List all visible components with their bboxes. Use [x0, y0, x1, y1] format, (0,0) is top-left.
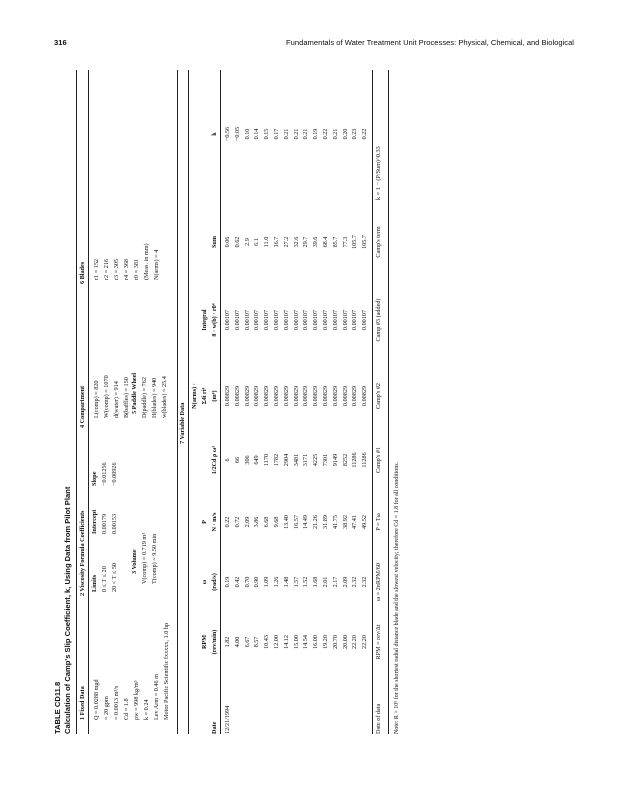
table-cell: 0.21	[292, 128, 300, 140]
table-cell: 0.00829	[292, 385, 300, 407]
table-cell: 12.00	[273, 635, 280, 649]
table-cell: 0.00829	[322, 385, 329, 407]
table-cell: 0.19	[224, 576, 231, 588]
table-cell: 66	[233, 456, 241, 464]
viscosity-cell: −0.00926	[111, 462, 118, 486]
paddle-line: w(blades) = 25.4	[161, 376, 168, 418]
paddle-line: D(paddle) = 762	[141, 377, 148, 418]
table-cell: 1.52	[302, 576, 310, 588]
table-cell: 10.43	[263, 635, 271, 649]
footer-cell: Camp #3 (added)	[375, 298, 382, 342]
table-cell: 22.20	[361, 635, 369, 649]
table-cell: 0.00829	[253, 385, 261, 407]
table-cell: −0.56	[224, 126, 231, 142]
column-header-mid: Integral	[201, 309, 208, 331]
table-cell: 0.00107	[253, 309, 261, 331]
table-cell: 21.26	[312, 515, 320, 529]
table-cell: 0.00829	[263, 385, 271, 407]
table-cell: 2.01	[322, 576, 329, 588]
table-cell: 6.67	[243, 636, 251, 648]
footer-cell: Camp's #1	[375, 446, 382, 474]
column-header: Sum	[211, 235, 218, 249]
bottom-rule	[388, 70, 389, 734]
footer-cell: ω = 2πRPM/60	[375, 563, 382, 601]
table-cell: 11286	[361, 452, 369, 468]
fixed-data-line: ρw = 998 kg/m³	[133, 680, 140, 720]
table-cell: 649	[253, 455, 261, 465]
table-cell: 0.00107	[312, 309, 320, 331]
table-cell: 3171	[302, 453, 310, 467]
table-cell: 4225	[312, 453, 320, 467]
table-cell: 0.00107	[263, 309, 271, 331]
page-number: 316	[54, 38, 67, 47]
book-title: Fundamentals of Water Treatment Unit Processes: Physical, Chemical, and Biological	[286, 38, 574, 47]
footer-rule	[372, 70, 373, 734]
section-paddle-wheel: 5 Paddle Wheel	[131, 372, 138, 414]
table-cell: 1.68	[312, 576, 320, 588]
viscosity-header: Slope	[91, 471, 98, 486]
paddle-line: H(blades) = 940	[151, 377, 158, 418]
table-cell: 105.7	[351, 235, 359, 249]
table-cell: 4.00	[233, 636, 241, 648]
table-cell: 47.41	[351, 515, 359, 529]
table-cell: 29.7	[302, 236, 310, 248]
table-cell: 1782	[273, 453, 280, 467]
table-cell: 2.32	[351, 576, 359, 588]
table-cell: 0.15	[263, 128, 271, 140]
table-cell: 0.00107	[351, 309, 359, 331]
table-cell: 0.22	[361, 128, 369, 140]
table-cell: 1170	[263, 453, 271, 467]
table-cell: 14.54	[302, 635, 310, 649]
fixed-data-line: Q = 0.0288 mgd	[93, 679, 100, 720]
table-cell: 0.22	[224, 516, 231, 528]
table-note: Note: R > 10⁵ for the shortest radial distance blade and the slowest velocity; therefore Cd = 1.8 for all conditions.	[394, 461, 400, 734]
table-cell: 0.00829	[361, 385, 369, 407]
section-blades: 6 Blades	[79, 261, 86, 284]
blades-line: N(arms) = 4	[153, 249, 160, 280]
column-header-mid: Σ4i ri⁴	[201, 387, 208, 405]
table-cell: 0.00829	[331, 385, 339, 407]
table-cell: 2.9	[243, 238, 251, 246]
table-cell: 1.57	[292, 576, 300, 588]
column-header: Date	[211, 721, 218, 734]
table-cell: 0.70	[243, 576, 251, 588]
compartment-line: d(water) = 914	[113, 381, 120, 418]
table-cell: 0.00829	[302, 385, 310, 407]
table-cell: 0.00829	[312, 385, 320, 407]
table-cell: 0.21	[282, 128, 290, 140]
table-cell: 0.00107	[282, 309, 290, 331]
fixed-data-line: Lev Arm = 0.46 m	[153, 674, 160, 720]
table-cell: 12/21/1994	[224, 705, 231, 734]
table-cell: 19.20	[322, 635, 329, 649]
column-header-mid: P	[201, 520, 208, 524]
table-cell: 0.10	[243, 128, 251, 140]
fixed-data-line: Cd = 1.8	[123, 698, 130, 720]
table-cell: 0.00829	[243, 385, 251, 407]
table-cell: 3481	[292, 453, 300, 467]
table-cell: 0.90	[253, 576, 261, 588]
table-cell: 13.40	[282, 515, 290, 529]
table-cell: 0.19	[312, 128, 320, 140]
section-variable-data: 7 Variable Data	[179, 402, 186, 444]
table-cell: 0.00829	[224, 385, 231, 407]
viscosity-header: Limits	[91, 574, 98, 592]
table-cell: 9.68	[273, 516, 280, 528]
table-cell: 22.20	[351, 635, 359, 649]
column-header: (rad/s)	[211, 573, 218, 591]
table-cell: 0.00107	[322, 309, 329, 331]
table-cell: 0.21	[302, 128, 310, 140]
column-header-top: N(arms) ·	[191, 383, 198, 409]
table-cell: 31.89	[322, 515, 329, 529]
viscosity-cell: 0 ≤ T ≤ 20	[101, 566, 108, 592]
table-label: TABLE CD11.8	[53, 681, 62, 734]
footer-cell: P = Tω	[375, 513, 382, 531]
table-cell: 105.7	[361, 235, 369, 249]
section-fixed-data: 1 Fixed Data	[79, 686, 86, 720]
table-cell: 0.14	[253, 128, 261, 140]
table-cell: 49.52	[361, 515, 369, 529]
table-cell: 2.09	[341, 576, 349, 588]
table-cell: 16.57	[292, 515, 300, 529]
column-header-mid: ω	[201, 579, 208, 585]
header-rule	[220, 70, 221, 734]
table-cell: 0.20	[341, 128, 349, 140]
compartment-line: L(comp) = 820	[93, 380, 100, 418]
rotated-table-region	[52, 70, 572, 734]
table-cell: 1.09	[263, 576, 271, 588]
table-cell: 39.6	[312, 236, 320, 248]
table-cell: 0.00829	[341, 385, 349, 407]
table-cd11-8	[52, 70, 572, 734]
footer-cell: Camp's term	[375, 226, 382, 258]
table-cell: 38.92	[341, 515, 349, 529]
column-header: k	[211, 132, 218, 136]
table-cell: 9149	[331, 453, 339, 467]
footer-cell: Camp's #2	[375, 382, 382, 410]
blades-line: r1 = 152	[93, 258, 100, 280]
running-head	[54, 38, 574, 52]
viscosity-cell: 0.00179	[101, 513, 108, 534]
fixed-data-line: = 20 gpm	[103, 696, 110, 720]
section-volume: 3 Volume	[131, 549, 138, 574]
table-cell: 0.23	[351, 128, 359, 140]
table-cell: −0.05	[233, 126, 241, 142]
table-cell: 1.82	[224, 636, 231, 648]
table-cell: 6.68	[263, 516, 271, 528]
table-cell: 0.00107	[302, 309, 310, 331]
table-cell: 14.12	[282, 635, 290, 649]
table-cell: 0.00107	[243, 309, 251, 331]
compartment-line: W(comp) = 1070	[103, 375, 110, 418]
table-cell: 41.75	[331, 515, 339, 529]
table-cell: 0.00107	[224, 309, 231, 331]
table-cell: 85.7	[331, 236, 339, 248]
column-header: (rev/min)	[211, 629, 218, 655]
section-viscosity: 2 Viscosity Formula Coefficients	[79, 510, 86, 596]
viscosity-header: Intercept	[91, 509, 98, 534]
table-cell: 6.1	[253, 238, 261, 246]
column-header-mid: RPM	[201, 634, 208, 650]
table-cell: 8252	[341, 453, 349, 467]
column-header: 1/2Cd ρ ω³	[211, 445, 218, 475]
variable-rule-bottom	[188, 70, 189, 734]
table-cell: 0.00107	[331, 309, 339, 331]
volume-line: V(comp) = 0.719 m³	[141, 532, 148, 584]
table-cell: 0.00107	[233, 309, 241, 331]
table-cell: 11286	[351, 452, 359, 468]
table-cell: 0.00107	[361, 309, 369, 331]
table-cell: 20.70	[331, 635, 339, 649]
table-cell: 7301	[322, 453, 329, 467]
table-cell: 0.06	[224, 236, 231, 248]
viscosity-cell: 0.00153	[111, 513, 118, 534]
column-header: 8 · w(b) · r0⁴	[211, 303, 218, 337]
table-cell: 8.57	[253, 636, 261, 648]
table-cell: 2.32	[361, 576, 369, 588]
table-cell: 2.17	[331, 576, 339, 588]
table-cell: 0.42	[233, 576, 241, 588]
table-cell: 0.00829	[273, 385, 280, 407]
table-cell: 0.00829	[282, 385, 290, 407]
table-cell: 27.2	[282, 236, 290, 248]
table-cell: 0.00107	[292, 309, 300, 331]
volume-line: T(comp) = 9.50 min	[151, 533, 158, 584]
table-cell: 0.62	[233, 236, 241, 248]
table-cell: 0.00107	[273, 309, 280, 331]
fixed-data-line: = 0.0013 m³/s	[113, 685, 120, 720]
variable-rule-top	[177, 70, 178, 734]
table-cell: 2904	[282, 453, 290, 467]
table-cell: 16.7	[273, 236, 280, 248]
compartment-line: B(baffles) = 150	[123, 377, 130, 418]
table-cell: 3.86	[253, 516, 261, 528]
section-rule	[88, 70, 89, 734]
table-cell: 0.00107	[341, 309, 349, 331]
table-cell: 1.26	[273, 576, 280, 588]
table-cell: 0.00829	[233, 385, 241, 407]
viscosity-cell: 20 < T ≤ 50	[111, 562, 118, 592]
table-cell: 20.00	[341, 635, 349, 649]
footer-cell: RPM = rev/Δt	[375, 624, 382, 660]
table-cell: 16.00	[312, 635, 320, 649]
viscosity-cell: −0.01256	[101, 462, 108, 486]
table-cell: 32.6	[292, 236, 300, 248]
blades-line: r4 = 368	[123, 258, 130, 280]
fixed-data-line: Motor Pacific Scientific fxxxxx, 1.0 hp	[163, 622, 170, 720]
footer-cell: k = 1 − (P/Sum)^0.33	[375, 146, 382, 200]
table-cell: 306	[243, 455, 251, 465]
section-compartment: 4 Compartment	[79, 385, 86, 428]
table-cell: 0.72	[233, 516, 241, 528]
fixed-data-line: k = 0.24	[143, 699, 150, 720]
table-cell: 6	[224, 458, 231, 462]
blades-line: r2 = 216	[103, 258, 110, 280]
blades-line: r3 = 305	[113, 258, 120, 280]
table-cell: 11.0	[263, 236, 271, 248]
blades-line: (Meas. in mm)	[143, 243, 150, 280]
table-cell: 0.17	[273, 128, 280, 140]
table-caption: Calculation of Camp's Slip Coefficient, k, Using Data from Pilot Plant	[63, 486, 72, 734]
table-cell: 15.00	[292, 635, 300, 649]
table-cell: 1.48	[282, 576, 290, 588]
footer-cell: Date of data	[375, 703, 382, 734]
column-header: (m⁴)	[211, 390, 218, 402]
table-cell: 0.00829	[351, 385, 359, 407]
table-cell: 2.09	[243, 516, 251, 528]
top-rule	[76, 70, 77, 734]
table-cell: 0.22	[322, 128, 329, 140]
table-cell: 77.3	[341, 236, 349, 248]
table-cell: 68.4	[322, 236, 329, 248]
column-header: N · m/s	[211, 512, 218, 532]
table-cell: 14.49	[302, 515, 310, 529]
table-cell: 0.21	[331, 128, 339, 140]
blades-line: r0 = 381	[133, 258, 140, 280]
